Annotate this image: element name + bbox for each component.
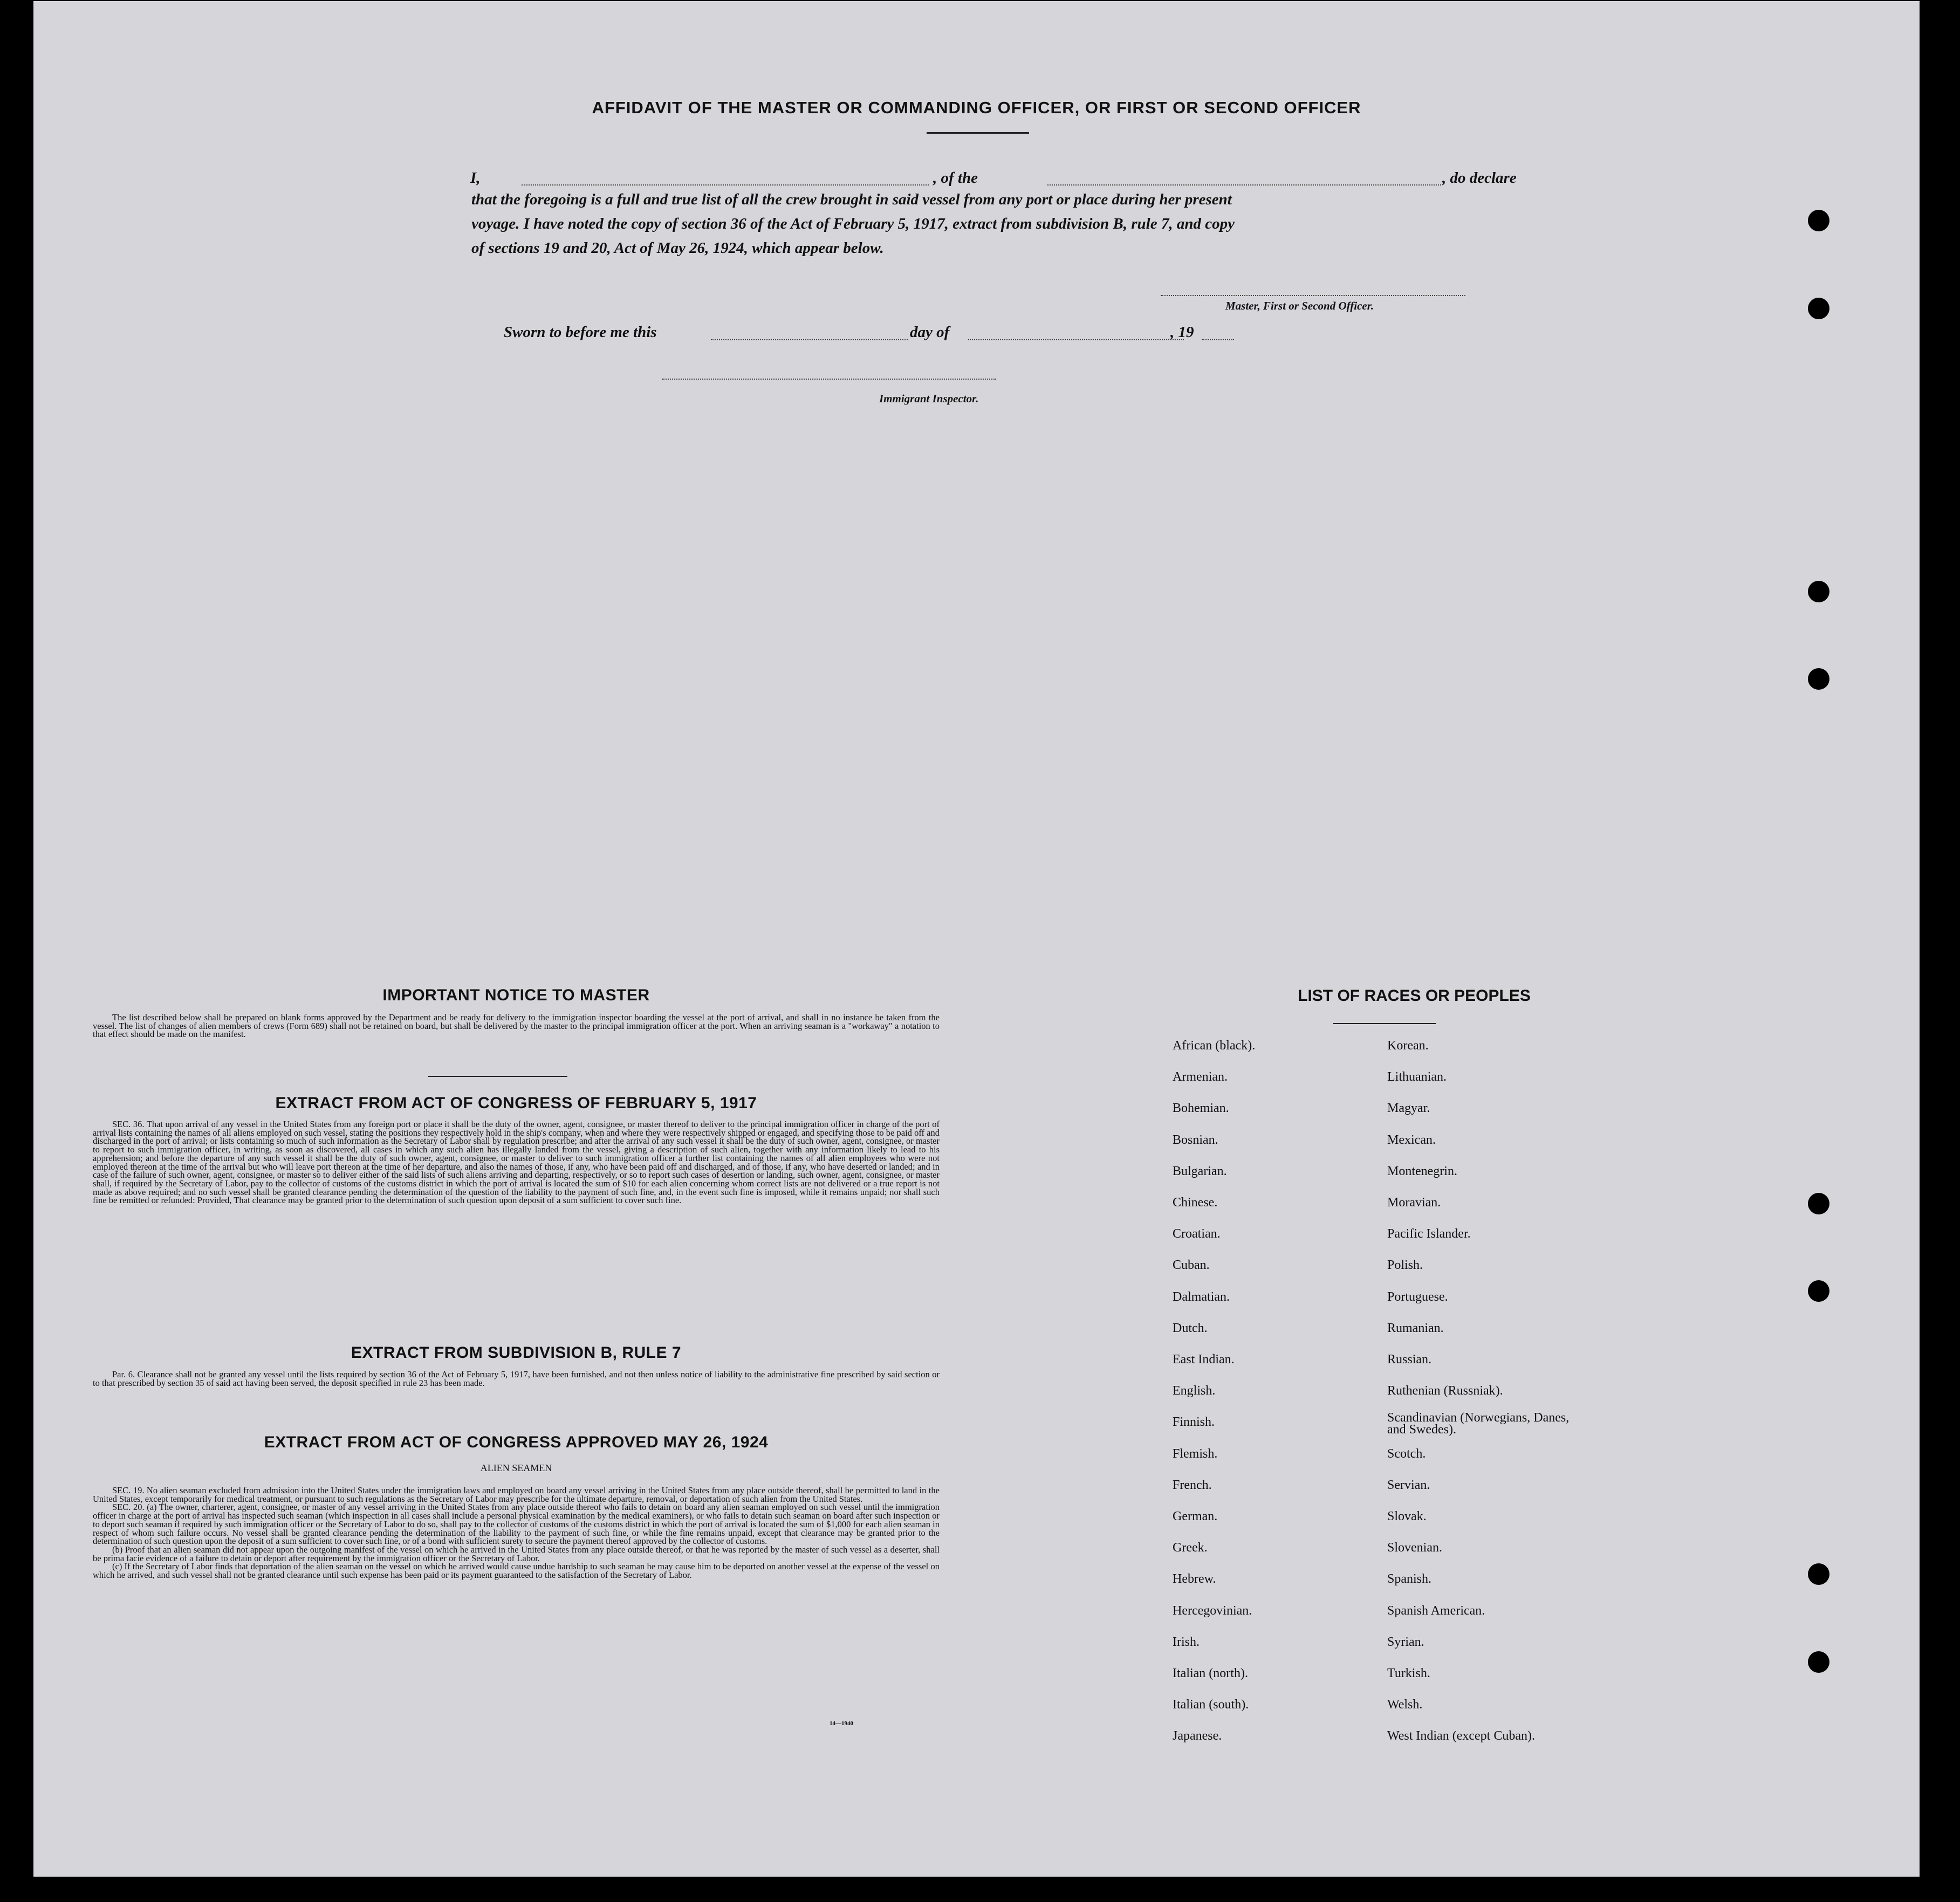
sworn-year-blank[interactable]: [1202, 339, 1234, 340]
affidavit-i-label: I,: [470, 169, 481, 187]
race-item: Dalmatian.: [1173, 1289, 1230, 1304]
race-item: Syrian.: [1387, 1635, 1424, 1649]
race-item: African (black).: [1173, 1039, 1256, 1053]
affidavit-line-4: of sections 19 and 20, Act of May 26, 1924, which appear below.: [471, 239, 884, 257]
binder-hole-7: [1808, 1563, 1829, 1585]
race-item: Chinese.: [1173, 1196, 1218, 1210]
race-item: German.: [1173, 1509, 1218, 1523]
races-divider: [1333, 1023, 1436, 1024]
race-item: Polish.: [1387, 1258, 1423, 1273]
binder-hole-3: [1808, 581, 1829, 602]
sec-20b-text: (b) Proof that an alien seaman did not appear upon the outgoing manifest of the vessel on which he arrived in the United States from any place outside thereof, or that he was reported by the master of such vessel as a deserter, shall be prima facie evidence of a failure to detain or deport after requirement by the immigration officer or the Secretary of Labor.: [93, 1544, 940, 1563]
inspector-label: Immigrant Inspector.: [879, 392, 979, 405]
race-item: Korean.: [1387, 1039, 1429, 1053]
race-item: Turkish.: [1387, 1666, 1430, 1680]
race-item: Lithuanian.: [1387, 1070, 1447, 1084]
race-item: English.: [1173, 1384, 1216, 1398]
vessel-blank[interactable]: [1047, 184, 1441, 186]
binder-hole-6: [1808, 1280, 1829, 1302]
race-item: Ruthenian (Russniak).: [1387, 1384, 1503, 1398]
extract-1917-title: EXTRACT FROM ACT OF CONGRESS OF FEBRUARY 5, 1917: [275, 1094, 757, 1112]
sec-20a-text: SEC. 20. (a) The owner, charterer, agent, consignee, or master of any vessel arriving in the United States from any place outside thereof who fails to detain on board any alien seaman employed on such vessel until the immigration officer in charge at the port of arrival has inspected such seaman (which inspection in all cases shall include a personal physical examination by the medical examiners), or who fails to detain such seaman on board after such inspection or to deport such seaman if required by such immigration officer or the Secretary of Labor to do so, shall pay to the collector of customs of the customs district in which the port of arrival is located the sum of $1,000 for each alien seaman in respect of whom such failure occurs. No vessel shall be granted clearance pending the determination of the liability to the payment of such fine, or while the fine remains unpaid, except that clearance may be granted prior to the determination of such question upon the deposit of a sum sufficient to cover such fine, or of a bond with sufficient surety to secure the payment thereof approved by the collector of customs.: [93, 1502, 940, 1547]
binder-hole-2: [1808, 298, 1829, 319]
binder-hole-5: [1808, 1193, 1829, 1214]
race-item: Italian (north).: [1173, 1666, 1248, 1680]
race-item: Magyar.: [1387, 1101, 1430, 1116]
race-item: Slovenian.: [1387, 1541, 1442, 1555]
race-item: Cuban.: [1173, 1258, 1210, 1273]
day-of-label: day of: [910, 324, 950, 341]
notice-body: [93, 1013, 940, 1039]
race-item: Rumanian.: [1387, 1321, 1444, 1335]
notice-divider: [428, 1076, 567, 1077]
race-item: West Indian (except Cuban).: [1387, 1729, 1535, 1743]
race-item: Mexican.: [1387, 1132, 1436, 1147]
race-item: Bohemian.: [1173, 1101, 1229, 1116]
extract-1924-body: [93, 1486, 940, 1580]
race-item: Irish.: [1173, 1635, 1200, 1649]
race-item: Portuguese.: [1387, 1289, 1448, 1304]
notice-body-text: The list described below shall be prepared on blank forms approved by the Department and be ready for delivery to the immigration inspector boarding the vessel at the port of arrival, and shall in no instance be taken from the vessel. The list of changes of alien members of crews (Form 689) shall not be retained on board, but shall be delivered by the master to the principal immigration officer at the port. When an arriving seaman is a "workaway" a notation to that effect should be made on the manifest.: [93, 1012, 940, 1040]
race-item: Japanese.: [1173, 1729, 1222, 1743]
inspector-signature-line[interactable]: [662, 379, 996, 380]
form-number: 14—1940: [830, 1720, 853, 1727]
par-6-text: Par. 6. Clearance shall not be granted any vessel until the lists required by section 36 of the Act of February 5, 1917, have been furnished, and not then unless notice of liability to the administrative fine prescribed by said section or to that prescribed by section 35 of said act having been served, the deposit specified in rule 23 has been made.: [93, 1369, 940, 1388]
race-item: Bosnian.: [1173, 1132, 1218, 1147]
affidavit-do-declare: , do declare: [1442, 169, 1517, 187]
race-item: East Indian.: [1173, 1352, 1235, 1367]
race-item: Spanish.: [1387, 1572, 1432, 1587]
race-item: Bulgarian.: [1173, 1164, 1227, 1178]
year-label: , 19: [1170, 324, 1194, 341]
notice-title: IMPORTANT NOTICE TO MASTER: [382, 986, 650, 1004]
race-item: French.: [1173, 1478, 1212, 1492]
sworn-month-blank[interactable]: [968, 339, 1184, 340]
race-item: Dutch.: [1173, 1321, 1208, 1335]
master-signature-label: Master, First or Second Officer.: [1225, 299, 1374, 312]
race-item: Scandinavian (Norwegians, Danes, and Swedes).: [1387, 1411, 1570, 1437]
master-signature-line[interactable]: [1161, 295, 1465, 296]
title-underline: [927, 132, 1029, 134]
race-item: Moravian.: [1387, 1196, 1441, 1210]
race-item: Spanish American.: [1387, 1603, 1485, 1618]
binder-hole-8: [1808, 1651, 1829, 1673]
race-item: Russian.: [1387, 1352, 1432, 1367]
race-item: Montenegrin.: [1387, 1164, 1457, 1178]
race-item: Hebrew.: [1173, 1572, 1216, 1587]
affidavit-title: AFFIDAVIT OF THE MASTER OR COMMANDING OFFICER, OR FIRST OR SECOND OFFICER: [592, 98, 1361, 117]
race-item: Finnish.: [1173, 1415, 1215, 1430]
extract-1917-body: [93, 1120, 940, 1205]
race-item: Hercegovinian.: [1173, 1603, 1252, 1618]
race-item: Welsh.: [1387, 1698, 1423, 1712]
extract-1924-title: EXTRACT FROM ACT OF CONGRESS APPROVED MAY 26, 1924: [264, 1433, 769, 1451]
race-item: Scotch.: [1387, 1446, 1426, 1461]
binder-hole-4: [1808, 668, 1829, 690]
races-title: LIST OF RACES OR PEOPLES: [1298, 987, 1531, 1005]
sec-19-text: SEC. 19. No alien seaman excluded from admission into the United States under the immigration laws and employed on board any vessel arriving in the United States from any place outside thereof, shall be permitted to land in the United States, except temporarily for medical treatment, or pursuant to such regulations as the Secretary of Labor may prescribe for the ultimate departure, removal, or deportation of such alien from the United States.: [93, 1485, 940, 1504]
sec-36-text: SEC. 36. That upon arrival of any vessel in the United States from any foreign port or place it shall be the duty of the owner, agent, consignee, or master thereof to deliver to the principal immigration officer in charge of the port of arrival lists containing the names of all aliens employed on such vessel, stating the positions they respectively hold in the ship's company, when and where they were respectively shipped or engaged, and specifying those to be paid off and discharged in the port of arrival; or lists containing so much of such information as the Secretary of Labor shall by regulation prescribe; and after the arrival of any such vessel it shall be the duty of such owner, agent, consignee, or master to report to such immigration officer, in writing, as soon as discovered, all cases in which any such alien has illegally landed from the vessel, giving a description of such alien, together with any information likely to lead to his apprehension; and before the departure of any such vessel it shall be the duty of such owner, agent, consignee, or master to deliver to such immigration officer a further list containing the names of all alien employees who were not employed thereon at the time of the arrival but who will leave port thereon at the time of her departure, and also the names of those, if any, who have been paid off and discharged, and of those, if any, who have deserted or landed; and in case of the failure of such owner, agent, consignee, or master so to deliver either of the said lists of such aliens arriving and departing, respectively, or so to report such cases of desertion or landing, such owner, agent, consignee, or master shall, if required by the Secretary of Labor, pay to the collector of customs of the customs district in which the port of arrival is located the sum of $10 for each alien concerning whom correct lists are not delivered or a true report is not made as above required; and no such vessel shall be granted clearance pending the determination of the question of the liability to the payment of such fine, and, in the event such fine is imposed, while it remains unpaid; nor shall such fine be remitted or refunded: Provided, That clearance may be granted prior to the determination of such question upon deposit of a sum sufficient to cover such fine.: [93, 1119, 940, 1206]
binder-hole-1: [1808, 210, 1829, 231]
race-item: Armenian.: [1173, 1070, 1228, 1084]
race-item: Flemish.: [1173, 1446, 1218, 1461]
affidavit-of-the-label: , of the: [933, 169, 978, 187]
affidavit-line-3: voyage. I have noted the copy of section 36 of the Act of February 5, 1917, extract from subdivision B, rule 7, and copy: [471, 215, 1235, 232]
name-blank[interactable]: [522, 184, 929, 186]
race-item: Croatian.: [1173, 1227, 1221, 1241]
sworn-day-blank[interactable]: [711, 339, 908, 340]
alien-seamen-subtitle: ALIEN SEAMEN: [480, 1462, 552, 1473]
rule-7-title: EXTRACT FROM SUBDIVISION B, RULE 7: [351, 1344, 682, 1362]
race-item: Servian.: [1387, 1478, 1430, 1492]
sworn-label: Sworn to before me this: [504, 324, 657, 341]
race-item: Greek.: [1173, 1541, 1208, 1555]
race-item: Pacific Islander.: [1387, 1227, 1471, 1241]
race-item: Italian (south).: [1173, 1698, 1249, 1712]
race-item: Slovak.: [1387, 1509, 1427, 1523]
affidavit-line-2: that the foregoing is a full and true list of all the crew brought in said vessel from any port or place during her present: [471, 191, 1232, 208]
rule-7-body: [93, 1370, 940, 1387]
sec-20c-text: (c) If the Secretary of Labor finds that deportation of the alien seaman on the vessel on which he arrived would cause undue hardship to such seaman he may cause him to be deported on another vessel at the expense of the vessel on which he arrived, and such vessel shall not be granted clearance until such expense has been paid or its payment guaranteed to the satisfaction of the Secretary of Labor.: [93, 1561, 940, 1581]
document-page: [33, 1, 1920, 1877]
